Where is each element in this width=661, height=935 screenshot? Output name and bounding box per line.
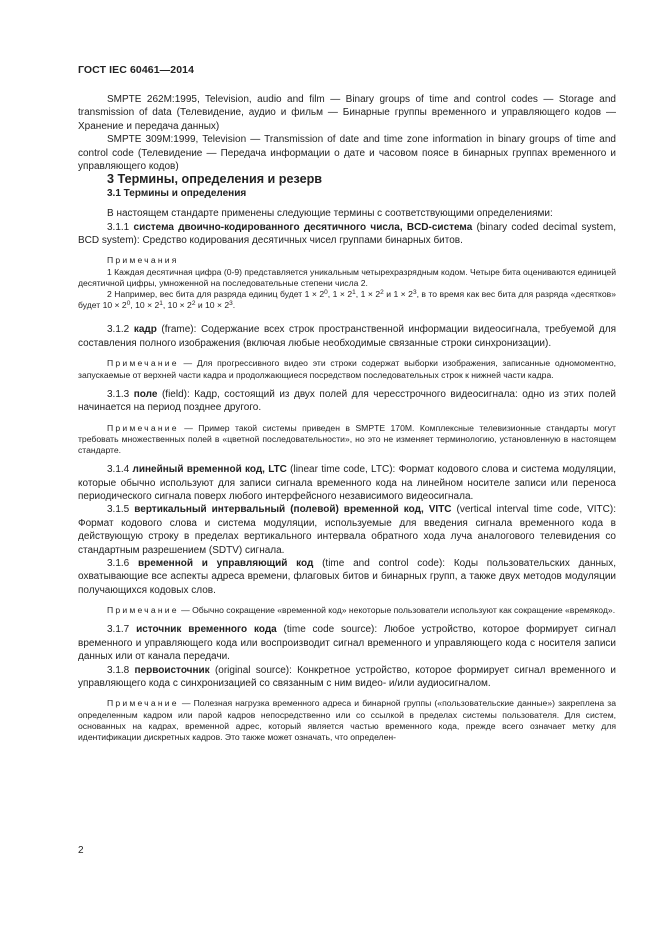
term-3-1-3: [78, 388, 616, 415]
term-number: 3.1.3: [107, 388, 130, 400]
note-label: Примечание: [107, 605, 179, 616]
term-title: кадр: [133, 324, 157, 336]
note-3-1-2: [78, 358, 616, 380]
term-number: 3.1.1: [107, 221, 130, 233]
term-definition: (original source): Конкретное устройство, которое формирует сигнал временного и управляющего кода с синхронизацией со связанным с ним видео- и/или аудиосигналом.: [78, 664, 616, 690]
term-title: поле: [133, 388, 158, 400]
note-text: — Полезная нагрузка временного адреса и бинарной группы («пользовательские данные») закреплена за определенным кадром или парой кадров непосредственно или со ссылкой в пределах системы пользователя. Для систем, основанных на кадрах, временной адрес, который является частью временного кода, прежде всего означает метку для идентификации дискретных кадров. Это также может означать, что определен-: [78, 698, 616, 743]
term-3-1-6: [78, 557, 616, 597]
note-text: — Для прогрессивного видео эти строки содержат выборки изображения, записанные одномоментно, запускаемые от верхней части кадра и продолжающиеся посредством последовательных строк к нижней части кадра.: [78, 358, 616, 380]
section-3-1-intro: В настоящем стандарте применены следующие термины с соответствующими определениями:: [107, 208, 553, 220]
note-3-1-6: [78, 605, 616, 616]
term-definition: (linear time code, LTC): Формат кодового слова и система модуляции, которые обычно используют для записи сигнала временного кода на линейном носителе записи или переноса периодического сигнала поверх любого интерфейсного независимого видеосигнала.: [78, 464, 617, 502]
term-definition: (vertical interval time code, VITC): Формат кодового слова и система модуляции, используемые для введения сигнала временного кода в действующую строку в пределах вертикального интервала обратного хода луча аналогового телевидения со стандартным разрешением (SDTV) сигнала.: [78, 504, 616, 556]
term-3-1-2: [78, 323, 616, 350]
term-title: линейный временной код, LTC: [132, 464, 287, 476]
term-3-1-7: [78, 623, 616, 663]
term-3-1-8: [78, 664, 616, 691]
section-3-heading: 3 Термины, определения и резерв: [107, 172, 323, 187]
term-3-1-4: [78, 463, 616, 503]
note-text: — Обычно сокращение «временной код» некоторые пользователи используют как сокращение «времякод».: [178, 605, 616, 616]
note-3-1-8: [78, 698, 616, 743]
note-label: Примечание: [107, 698, 179, 709]
term-number: 3.1.7: [107, 624, 130, 636]
term-definition: (binary coded decimal system, BCD system): Средство кодирования десятичных чисел группами бинарных битов.: [78, 221, 616, 247]
term-definition: (frame): Содержание всех строк пространственной информации видеосигнала, требуемой для составления полного изображения (включая любые необходимые связанные строки синхронизации).: [78, 324, 616, 349]
document-header: ГОСТ IEC 60461—2014: [78, 64, 195, 76]
term-3-1-5: [78, 503, 616, 557]
term-3-1-1: [78, 221, 616, 248]
term-definition: (time and control code): Коды пользовательских данных, охватывающие все аспекты адреса времени, флаговых битов и бинарных групп, а также двух методов модуляции получающихся кодовых слов.: [78, 557, 616, 596]
term-number: 3.1.4: [107, 464, 130, 476]
reference-smpte-309m: SMPTE 309M:1999, Television — Transmission of date and time zone information in binary groups of time and control code (Телевидение — Передача информации о дате и часовом поясе в бинарных группах временного и управляющего кодов): [78, 134, 616, 173]
term-title: система двоично-кодированного десятичного числа, BCD-система: [133, 221, 473, 233]
note-text: — Пример такой системы приведен в SMPTE 170M. Комплексные телевизионные стандарты могут требовать множественных полей в «цветной последовательности», но это не изменяет терминологию, установленную в настоящем стандарте.: [78, 422, 616, 455]
term-title: временной и управляющий код: [138, 557, 314, 569]
notes-3-1-1: [78, 255, 616, 311]
term-number: 3.1.8: [107, 664, 130, 676]
note-label: Примечание: [107, 422, 179, 433]
document-body: [78, 93, 616, 743]
term-title: источник временного кода: [136, 624, 277, 636]
term-number: 3.1.6: [107, 557, 130, 569]
term-title: первоисточник: [134, 664, 210, 676]
note-2: 2 Например, вес бита для разряда единиц будет $1 \times 2^0$, $1 \times 2^1$, $1 \times 2^2$ и $1 \times 2^3$, в то время как вес бита для разряда «десятков» будет $10 \times 2^0$, $10 \times 2^1$, $10 \times 2^2$ и $10 \times 2^3$.: [78, 289, 616, 311]
note-label: Примечание: [107, 358, 179, 369]
note-3-1-3: [78, 423, 616, 457]
term-number: 3.1.5: [107, 504, 130, 516]
term-number: 3.1.2: [107, 324, 130, 336]
section-3-1-heading: 3.1 Термины и определения: [107, 187, 247, 199]
term-definition: (time code source): Любое устройство, которое формирует сигнал временного и управляющего кода или воспроизводит сигнал временного и управляющего кода с носителя записи данных или от канала передачи.: [78, 624, 617, 663]
note-1: 1 Каждая десятичная цифра (0-9) представляется уникальным четырехразрядным кодом. Четыре бита оцениваются единицей десятичной цифры, умноженной на последовательные степени числа 2.: [78, 266, 616, 288]
reference-smpte-262m: SMPTE 262M:1995, Television, audio and film — Binary groups of time and control codes — Storage and transmission of data (Телевидение, аудио и фильм — Бинарные группы временного и управляющего кодов — Хранение и передача данных): [78, 94, 616, 132]
notes-label: Примечания: [107, 255, 179, 266]
term-title: вертикальный интервальный (полевой) временной код, VITC: [134, 504, 452, 516]
page-number: 2: [78, 845, 84, 856]
term-definition: (field): Кадр, состоящий из двух полей для чересстрочного видеосигнала: одно из этих полей начинается на период позднее другого.: [78, 388, 617, 414]
